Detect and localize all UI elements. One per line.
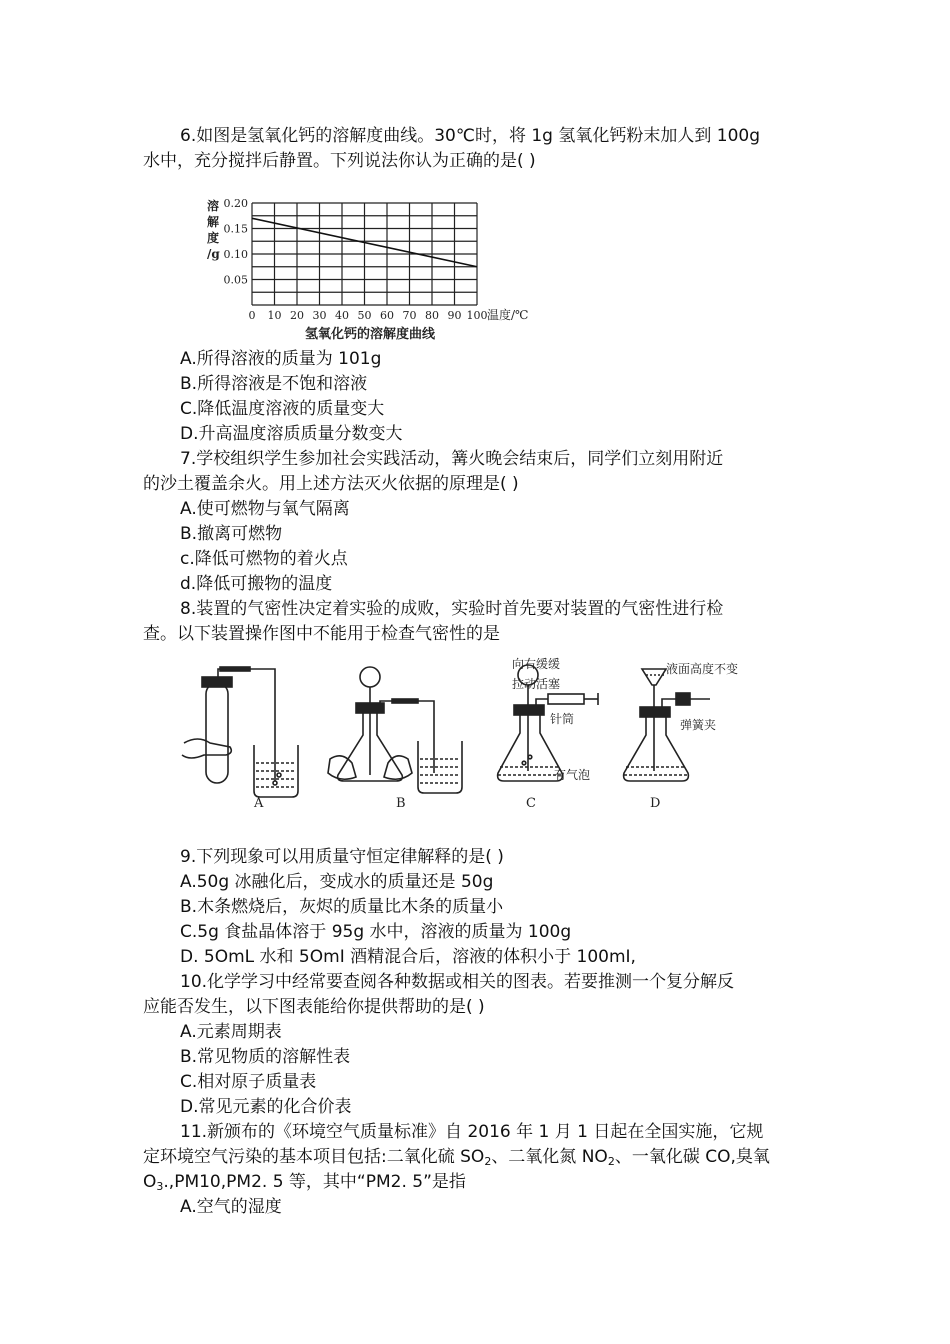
- rubber-tube-a: [220, 667, 250, 671]
- apparatus-a: [182, 667, 298, 797]
- chart-x-axis-label: 温度/℃: [487, 308, 529, 322]
- q6-option-d: D.升高温度溶质质量分数变大: [180, 424, 403, 444]
- q9-option-a: A.50g 冰融化后，变成水的质量还是 50g: [180, 872, 494, 892]
- label-c: C: [526, 796, 536, 811]
- q7-stem-line2: 的沙土覆盖余火。用上述方法灭火依据的原理是( ): [143, 474, 519, 494]
- q6-stem-line1: 6.如图是氢氧化钙的溶解度曲线。30℃时，将 1g 氢氧化钙粉末加人到 100g: [180, 126, 760, 146]
- label-b: B: [396, 796, 406, 811]
- x-tick-label: 30: [312, 309, 327, 322]
- chart-y-axis-label: [207, 198, 220, 261]
- d-note: 液面高度不变: [666, 662, 739, 676]
- y-tick-label: 0.15: [223, 222, 248, 236]
- y-label-char: 溶: [207, 199, 220, 213]
- q10-option-a: A.元素周期表: [180, 1022, 282, 1042]
- chart-grid: [252, 203, 477, 305]
- spring-clamp-icon: [676, 693, 690, 705]
- q10-stem-line1: 10.化学学习中经常要查阅各种数据或相关的图表。若要推测一个复分解反: [180, 972, 735, 992]
- q6-stem-line2: 水中，充分搅拌后静置。下列说法你认为正确的是( ): [143, 151, 536, 171]
- chart-x-ticks: [249, 309, 488, 322]
- syringe-c: [548, 694, 584, 704]
- apparatus-b: [328, 667, 462, 793]
- x-tick-label: 20: [290, 309, 304, 322]
- apparatus-figure: [180, 655, 780, 825]
- q10-option-d: D.常见元素的化合价表: [180, 1097, 352, 1117]
- chart-title: 氢氧化钙的溶解度曲线: [304, 327, 436, 342]
- funnel-d: [642, 669, 666, 685]
- q7-option-c: c.降低可燃物的着火点: [180, 549, 348, 569]
- q7-option-d: d.降低可搬物的温度: [180, 574, 333, 594]
- x-tick-label: 100: [466, 309, 488, 322]
- q8-stem-line1: 8.装置的气密性决定着实验的成败，实验时首先要对装置的气密性进行检: [180, 599, 724, 619]
- x-tick-label: 40: [335, 309, 349, 322]
- d-clamp-label: 弹簧夹: [680, 718, 717, 732]
- y-tick-label: 0.05: [223, 273, 248, 287]
- stopper-a: [202, 677, 232, 687]
- q11-stem-line2: 定环境空气污染的基本项目包括:二氧化硫 $SO_2$、二氧化氮 $NO_2$、一氧化碳 CO,臭氧: [143, 1147, 770, 1168]
- q10-stem-line2: 应能否发生，以下图表能给你提供帮助的是( ): [143, 997, 485, 1017]
- x-tick-label: 0: [248, 309, 256, 322]
- c-note-line2: 拉动活塞: [512, 677, 561, 691]
- test-tube-a: [206, 683, 228, 783]
- y-label-char: 解: [207, 215, 220, 229]
- q10-option-b: B.常见物质的溶解性表: [180, 1047, 351, 1067]
- q8-stem-line2: 查。以下装置操作图中不能用于检查气密性的是: [143, 624, 500, 644]
- q9-option-d: D. 5OmL 水和 5OmI 酒精混合后，溶液的体积小于 100mI,: [180, 947, 636, 967]
- q11-option-a: A.空气的湿度: [180, 1197, 282, 1217]
- q7-stem-line1: 7.学校组织学生参加社会实践活动，篝火晚会结束后，同学们立刻用附近: [180, 449, 724, 469]
- x-tick-label: 50: [357, 309, 372, 322]
- q6-option-c: C.降低温度溶液的质量变大: [180, 399, 385, 419]
- flask-d: [624, 717, 689, 781]
- q11-stem-line3: $O_3.,PM10,PM2$. 5 等，其中“PM2. 5”是指: [143, 1172, 466, 1193]
- y-tick-label: 0.20: [223, 197, 248, 210]
- c-bubbles-label: 有气泡: [554, 768, 591, 782]
- q9-option-b: B.木条燃烧后，灰烬的质量比木条的质量小: [180, 897, 504, 917]
- q10-option-c: C.相对原子质量表: [180, 1072, 317, 1092]
- y-label-char: 度: [207, 231, 220, 245]
- c-note-line1: 向右缓缓: [512, 657, 561, 671]
- x-tick-label: 70: [402, 309, 417, 322]
- x-tick-label: 80: [425, 309, 439, 322]
- x-tick-label: 90: [447, 309, 462, 322]
- label-d: D: [650, 796, 661, 811]
- q6-option-a: A.所得溶液的质量为 101g: [180, 349, 382, 369]
- c-syringe-label: 针筒: [550, 712, 575, 726]
- q11-stem-line1: 11.新颁布的《环境空气质量标准》自 2016 年 1 月 1 日起在全国实施，它规: [180, 1122, 764, 1142]
- q7-option-b: B.撤离可燃物: [180, 524, 283, 544]
- chart-y-ticks: [224, 197, 249, 287]
- y-label-char: /g: [207, 247, 220, 261]
- x-tick-label: 60: [380, 309, 394, 322]
- q9-stem: 9.下列现象可以用质量守恒定律解释的是( ): [180, 847, 504, 867]
- x-tick-label: 10: [267, 309, 282, 322]
- stopper-c: [514, 705, 544, 715]
- q9-option-c: C.5g 食盐晶体溶于 95g 水中，溶液的质量为 100g: [180, 922, 572, 942]
- q6-option-b: B.所得溶液是不饱和溶液: [180, 374, 368, 394]
- stopper-d: [640, 707, 670, 717]
- funnel-bulb-b: [360, 667, 380, 687]
- y-tick-label: 0.10: [223, 248, 248, 261]
- q7-option-a: A.使可燃物与氧气隔离: [180, 499, 350, 519]
- solubility-chart: [195, 190, 545, 345]
- label-a: A: [254, 796, 264, 811]
